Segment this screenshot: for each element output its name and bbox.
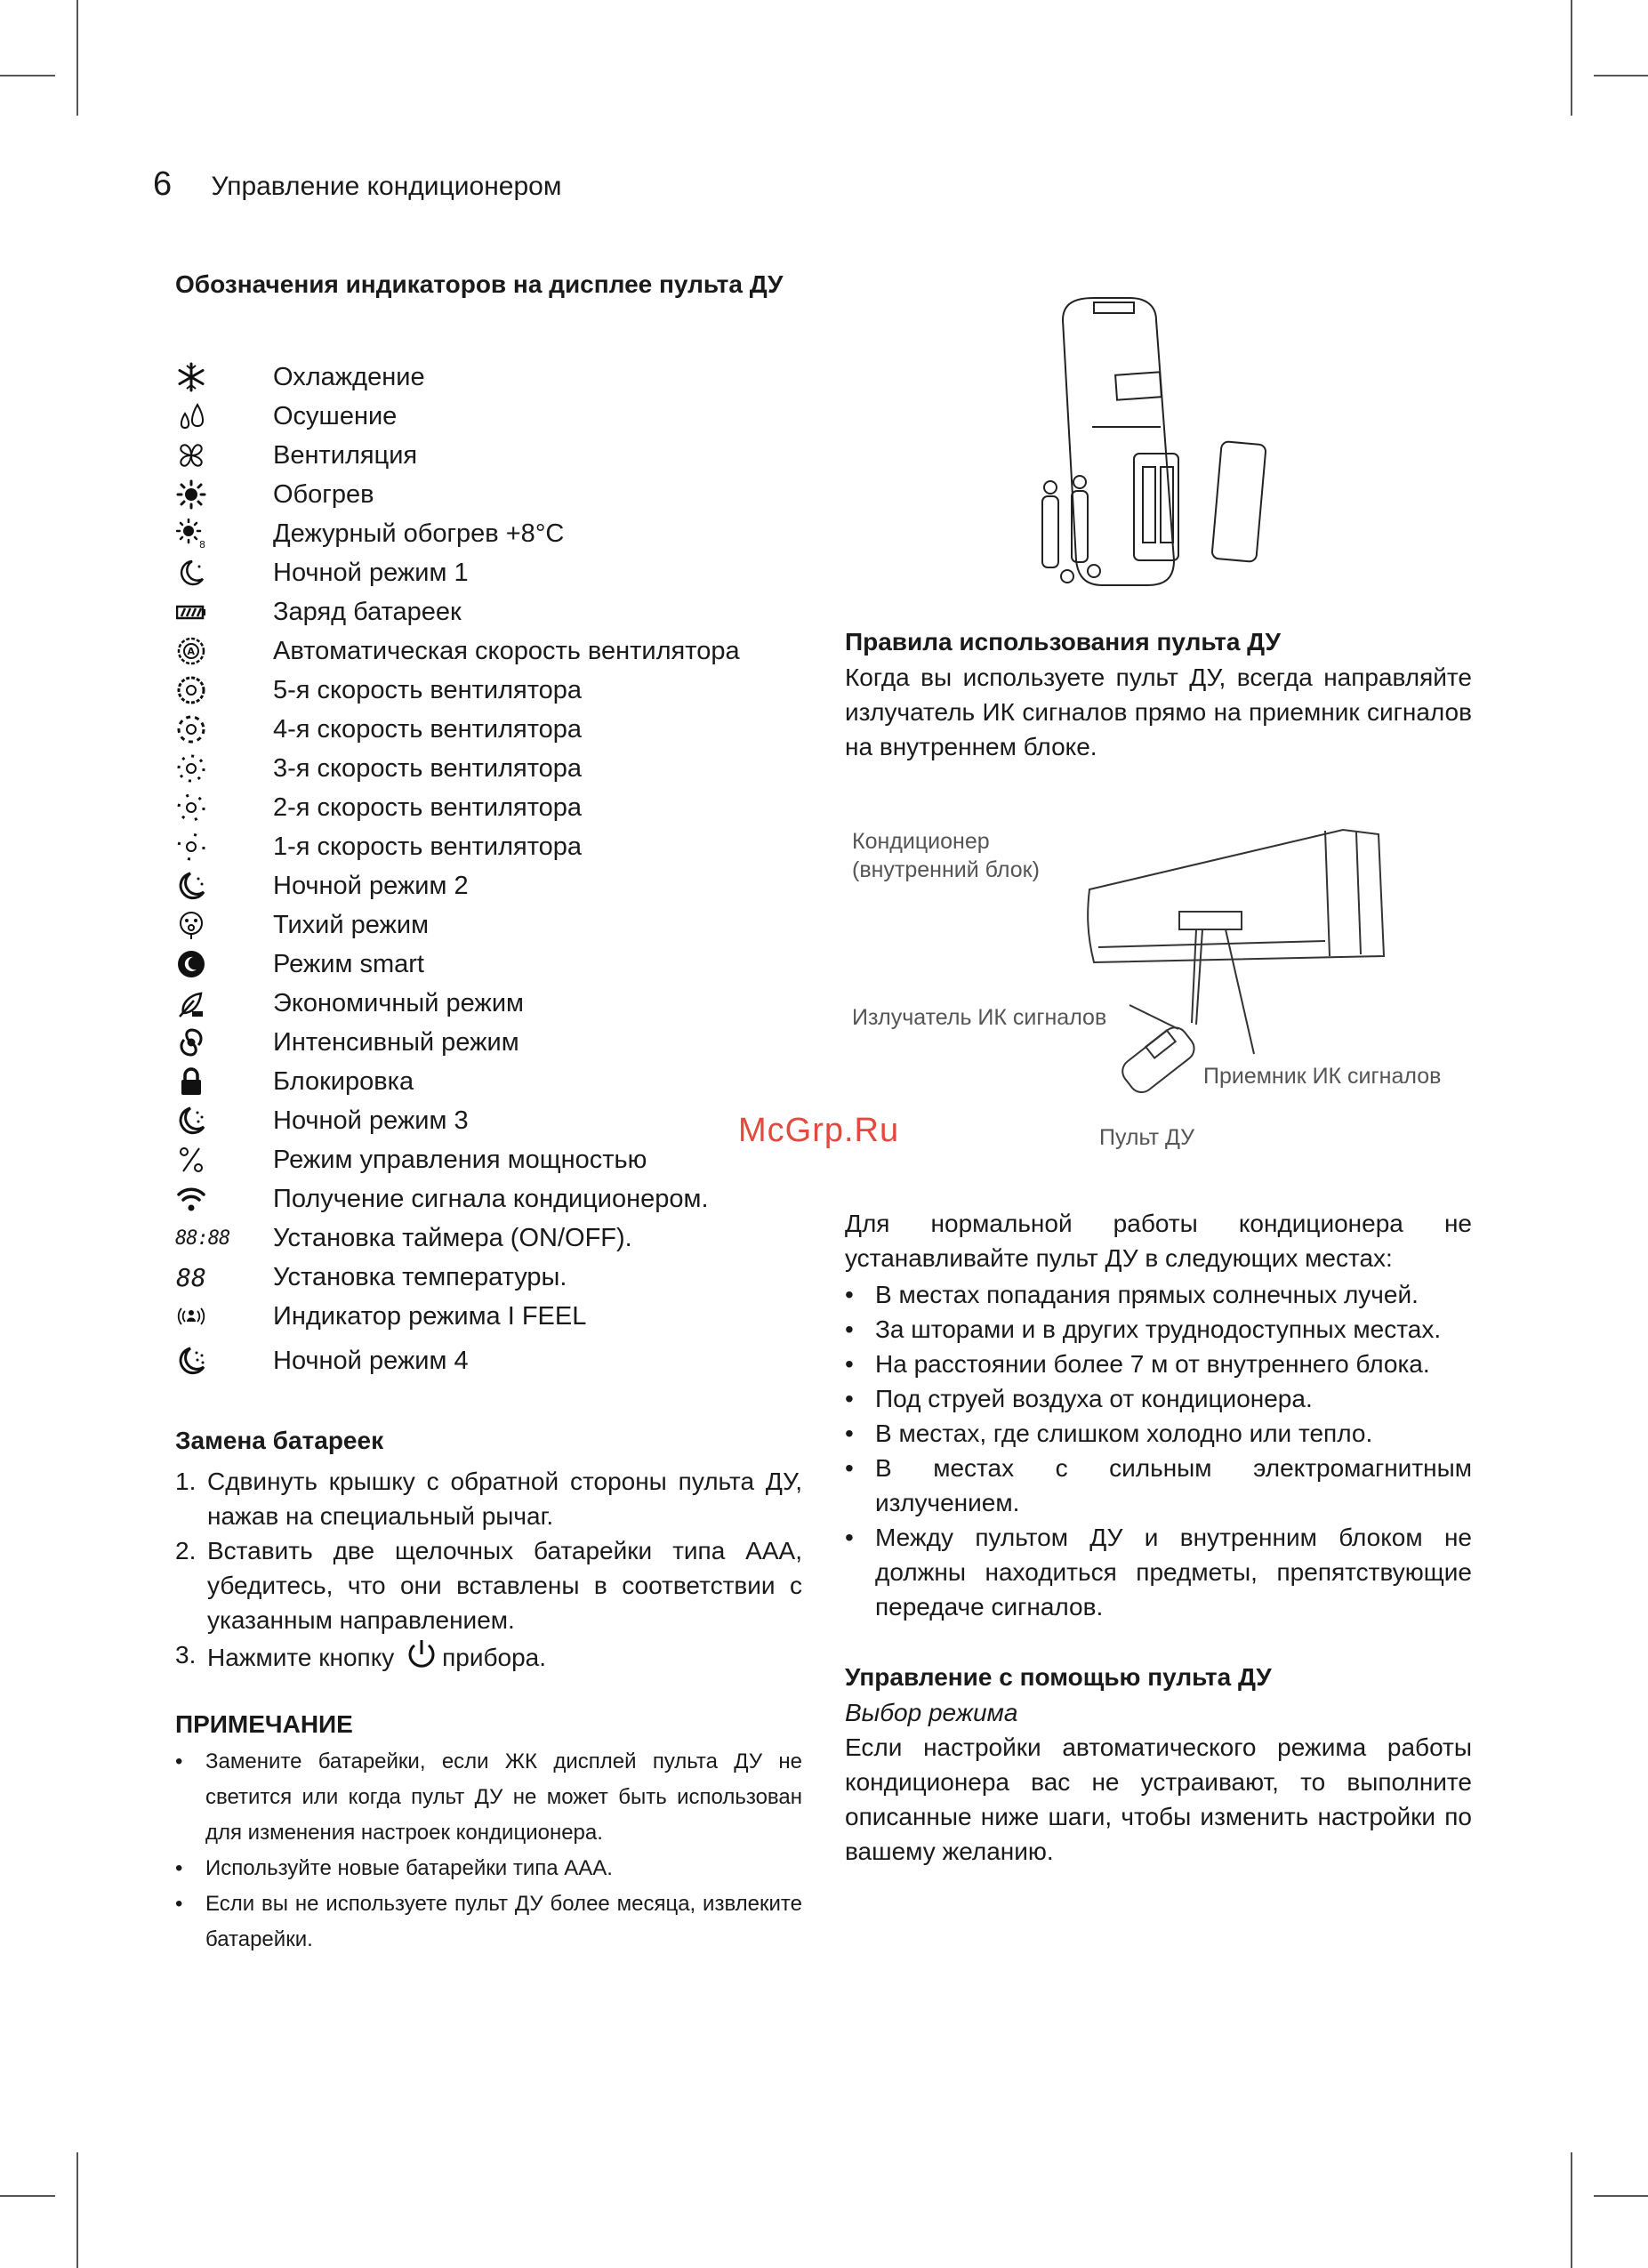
watermark: McGrp.Ru xyxy=(738,1112,900,1149)
indicator-item xyxy=(175,592,802,631)
bullet: • xyxy=(845,1281,854,1308)
bullet: • xyxy=(845,1350,854,1378)
battery-step xyxy=(175,1637,802,1680)
bullet: • xyxy=(845,1420,854,1447)
note-item xyxy=(175,1851,802,1886)
placement-item xyxy=(845,1312,1472,1347)
power-icon xyxy=(405,1637,438,1680)
placement-item xyxy=(845,1451,1472,1520)
control-title: Управление с помощью пульта ДУ xyxy=(845,1663,1272,1691)
placement-text: В местах с сильным электромагнитным излучением. xyxy=(875,1454,1472,1516)
indicator-label: Интенсивный режим xyxy=(273,1027,519,1057)
step-number: 2. xyxy=(175,1537,197,1564)
note-text: Если вы не используете пульт ДУ более месяца, извлеките батарейки. xyxy=(205,1892,802,1951)
indicator-label: Режим управления мощностью xyxy=(273,1145,647,1174)
indicator-item xyxy=(175,1218,802,1258)
placement-item xyxy=(845,1381,1472,1416)
indicator-item xyxy=(175,905,802,945)
bullet: • xyxy=(175,1892,183,1916)
moon-icon xyxy=(175,557,207,589)
crop-mark xyxy=(1571,0,1572,116)
fan-speed-2-icon xyxy=(175,792,207,824)
indicator-label: Индикатор режима I FEEL xyxy=(273,1301,587,1331)
battery-icon xyxy=(175,596,207,628)
indicator-label: Заряд батареек xyxy=(273,597,462,626)
rules-section xyxy=(845,624,1472,764)
indicator-label: Ночной режим 3 xyxy=(273,1106,469,1135)
crop-mark xyxy=(1594,75,1648,76)
page-header xyxy=(153,165,561,204)
note-title: ПРИМЕЧАНИЕ xyxy=(175,1710,353,1738)
left-column xyxy=(175,267,802,1958)
indicator-label: Дежурный обогрев +8°C xyxy=(273,519,565,548)
bullet: • xyxy=(845,1524,854,1551)
step-number: 1. xyxy=(175,1468,197,1495)
crop-mark xyxy=(76,2152,78,2268)
indicator-item xyxy=(175,397,802,436)
remote-battery-illustration xyxy=(1023,294,1290,605)
indicator-item xyxy=(175,553,802,592)
indicator-label: Получение сигнала кондиционером. xyxy=(273,1184,709,1213)
step-text: прибора. xyxy=(442,1644,546,1671)
snowflake-icon xyxy=(175,361,207,393)
indicator-item xyxy=(175,1297,802,1336)
placement-item xyxy=(845,1520,1472,1624)
indicator-label: Ночной режим 2 xyxy=(273,871,469,900)
note-list xyxy=(175,1744,802,1958)
eco-icon xyxy=(175,987,207,1019)
step-text: Вставить две щелочных батарейки типа AAA, убедитесь, что они вставлены в соответствии с указанным направлением. xyxy=(207,1537,802,1634)
indicator-item xyxy=(175,1341,802,1380)
note-text: Замените батарейки, если ЖК дисплей пульта ДУ не светится или когда пульт ДУ не может быть использован для изменения настроек кондиционера. xyxy=(205,1749,802,1845)
placement-text: Под струей воздуха от кондиционера. xyxy=(875,1385,1313,1412)
timer-glyph: 88:88 xyxy=(175,1226,230,1250)
fan-speed-1-icon xyxy=(175,831,207,863)
placement-text: На расстоянии более 7 м от внутреннего блока. xyxy=(875,1350,1430,1378)
sun-icon xyxy=(175,479,207,511)
placement-section xyxy=(845,1206,1472,1869)
sun-8-icon xyxy=(175,518,207,550)
indicator-item xyxy=(175,514,802,553)
smart-icon xyxy=(175,948,207,980)
indicator-item xyxy=(175,358,802,397)
placement-list xyxy=(845,1277,1472,1624)
placement-item xyxy=(845,1277,1472,1312)
bullet: • xyxy=(845,1454,854,1482)
unit-label xyxy=(852,827,1040,884)
indicator-label: Обогрев xyxy=(273,479,374,509)
placement-text: В местах попадания прямых солнечных лучей. xyxy=(875,1281,1419,1308)
page-title: Управление кондиционером xyxy=(211,172,562,201)
page-number: 6 xyxy=(153,165,173,203)
step-number: 3. xyxy=(175,1641,197,1669)
lock-icon xyxy=(175,1066,207,1098)
bullet: • xyxy=(845,1385,854,1412)
indicator-label: Блокировка xyxy=(273,1066,414,1096)
bullet: • xyxy=(175,1856,183,1880)
indicator-item xyxy=(175,827,802,866)
indicator-label: Экономичный режим xyxy=(273,988,524,1017)
note-item xyxy=(175,1744,802,1851)
rules-text: Когда вы используете пульт ДУ, всегда направляйте излучатель ИК сигналов прямо на приемник сигналов на внутреннем блоке. xyxy=(845,664,1472,760)
receiver-label: Приемник ИК сигналов xyxy=(1203,1064,1442,1089)
placement-item xyxy=(845,1416,1472,1451)
indicator-item xyxy=(175,945,802,984)
crop-mark xyxy=(0,2195,55,2197)
bullet: • xyxy=(845,1315,854,1343)
moon-2-icon xyxy=(175,870,207,902)
svg-text:8: 8 xyxy=(199,539,205,549)
indicator-label: 2-я скорость вентилятора xyxy=(273,792,583,822)
fan-speed-5-icon xyxy=(175,674,207,706)
indicator-label: 3-я скорость вентилятора xyxy=(273,753,583,783)
bullet: • xyxy=(175,1749,183,1773)
signal-icon xyxy=(175,1183,207,1215)
indicator-item xyxy=(175,1101,802,1140)
indicator-item xyxy=(175,788,802,827)
fan-auto-icon xyxy=(175,635,207,667)
emitter-label: Излучатель ИК сигналов xyxy=(852,1005,1107,1030)
indicator-item xyxy=(175,631,802,671)
indicator-item xyxy=(175,1258,802,1297)
step-text: Сдвинуть крышку с обратной стороны пульта ДУ, нажав на специальный рычаг. xyxy=(207,1468,802,1530)
indicator-label: 5-я скорость вентилятора xyxy=(273,675,583,704)
indicator-item xyxy=(175,710,802,749)
indicator-item xyxy=(175,1179,802,1218)
percent-icon xyxy=(175,1144,207,1176)
timer-display-icon xyxy=(175,1222,241,1254)
battery-step xyxy=(175,1464,802,1533)
temp-display-icon xyxy=(175,1261,207,1293)
indicator-label: Вентиляция xyxy=(273,440,418,470)
indicator-item xyxy=(175,436,802,475)
indicator-item xyxy=(175,984,802,1023)
crop-mark xyxy=(76,0,78,116)
indicator-label: 4-я скорость вентилятора xyxy=(273,714,583,744)
control-subtitle: Выбор режима xyxy=(845,1699,1018,1726)
svg-text:A: A xyxy=(187,646,196,657)
unit-label-line: (внутренний блок) xyxy=(852,857,1040,882)
quiet-icon xyxy=(175,909,207,941)
indicator-label: Осушение xyxy=(273,401,398,430)
fan-speed-3-icon xyxy=(175,752,207,784)
remote-label: Пульт ДУ xyxy=(1099,1125,1195,1150)
battery-title: Замена батареек xyxy=(175,1427,384,1454)
ac-diagram xyxy=(845,827,1485,1165)
battery-step xyxy=(175,1533,802,1637)
indicator-item xyxy=(175,1062,802,1101)
fan-icon xyxy=(175,439,207,471)
indicator-item xyxy=(175,671,802,710)
placement-text: В местах, где слишком холодно или тепло. xyxy=(875,1420,1373,1447)
crop-mark xyxy=(1571,2152,1572,2268)
rules-title: Правила использования пульта ДУ xyxy=(845,628,1281,655)
indicator-label: Ночной режим 4 xyxy=(273,1346,469,1375)
battery-steps xyxy=(175,1464,802,1680)
indicator-label: Ночной режим 1 xyxy=(273,558,469,587)
moon-4-icon xyxy=(175,1345,207,1377)
indicator-label: Охлаждение xyxy=(273,362,425,391)
indicator-item xyxy=(175,1140,802,1179)
drops-icon xyxy=(175,400,207,432)
indicator-item xyxy=(175,475,802,514)
indicator-label: Установка температуры. xyxy=(273,1262,567,1291)
crop-mark xyxy=(1594,2195,1648,2197)
indicator-label: Режим smart xyxy=(273,949,424,978)
indicator-item xyxy=(175,866,802,905)
unit-label-line: Кондиционер xyxy=(852,829,990,854)
crop-mark xyxy=(0,75,55,76)
turbo-icon xyxy=(175,1026,207,1058)
placement-text: За шторами и в других труднодоступных местах. xyxy=(875,1315,1442,1343)
indicator-label: Тихий режим xyxy=(273,910,430,939)
indicator-label: Автоматическая скорость вентилятора xyxy=(273,636,740,665)
placement-item xyxy=(845,1347,1472,1381)
ifeel-icon xyxy=(175,1300,207,1332)
indicators-title: Обозначения индикаторов на дисплее пульта ДУ xyxy=(175,270,784,298)
note-text: Используйте новые батарейки типа AAA. xyxy=(205,1856,613,1880)
note-item xyxy=(175,1886,802,1958)
indicator-item xyxy=(175,1023,802,1062)
indicator-item xyxy=(175,749,802,788)
fan-speed-4-icon xyxy=(175,713,207,745)
placement-intro: Для нормальной работы кондиционера не устанавливайте пульт ДУ в следующих местах: xyxy=(845,1210,1472,1272)
control-text: Если настройки автоматического режима работы кондиционера вас не устраивают, то выполните описанные ниже шаги, чтобы изменить настройки по вашему желанию. xyxy=(845,1733,1472,1865)
indicator-list xyxy=(175,358,802,1380)
placement-text: Между пультом ДУ и внутренним блоком не должны находиться предметы, препятствующие передаче сигналов. xyxy=(875,1524,1472,1621)
moon-3-icon xyxy=(175,1105,207,1137)
indicator-label: Установка таймера (ON/OFF). xyxy=(273,1223,632,1252)
temp-glyph: 88 xyxy=(176,1262,206,1292)
indicator-label: 1-я скорость вентилятора xyxy=(273,832,583,861)
step-text: Нажмите кнопку xyxy=(207,1644,395,1671)
